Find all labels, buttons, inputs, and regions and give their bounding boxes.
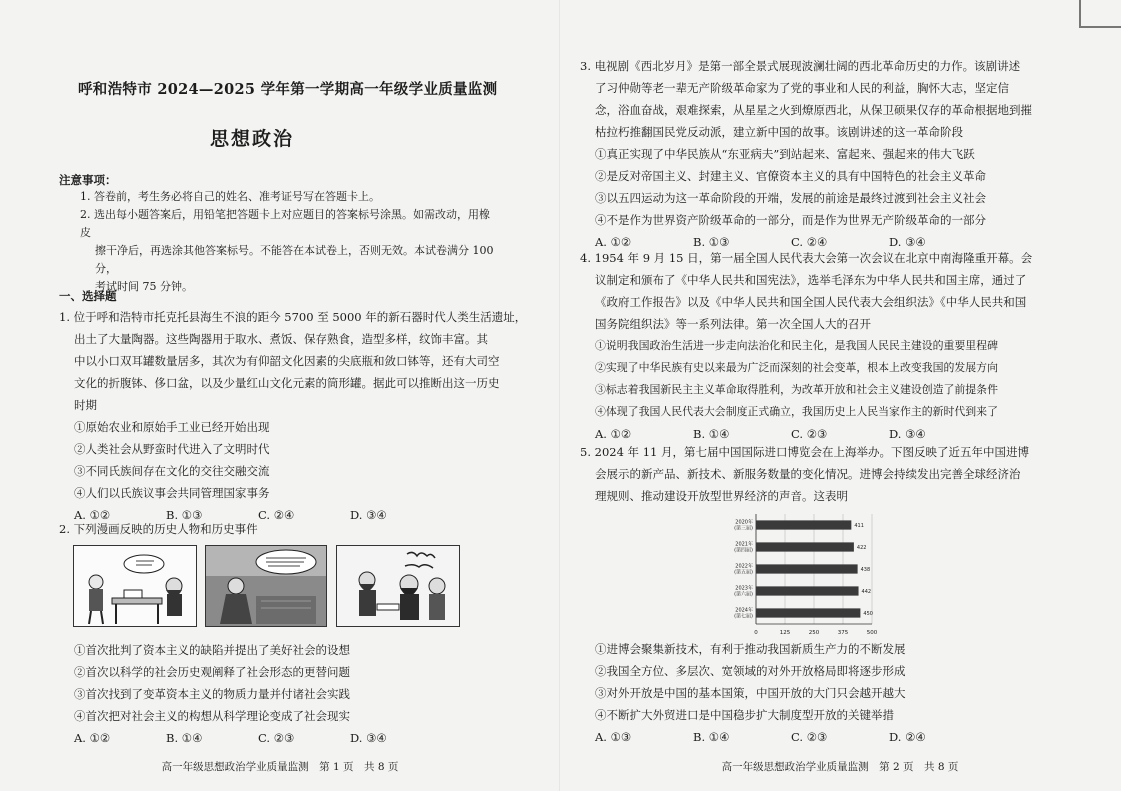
choice-b[interactable]: B. ①④ — [693, 730, 730, 744]
answer-choices — [59, 727, 529, 749]
notice-item: 1. 答卷前，考生务必将自己的姓名、准考证号写在答题卡上。 — [80, 190, 380, 203]
bar-value-label: 442 — [861, 589, 872, 595]
question-stem: 2. 下列漫画反映的历史人物和历史事件 — [59, 522, 258, 536]
question-1 — [59, 306, 529, 526]
chart-bar — [756, 608, 860, 617]
option-statement: ③首次找到了变革资本主义的物质力量并付诸社会实践 — [74, 687, 350, 701]
chart-bar — [756, 586, 859, 595]
comic-illustration — [74, 546, 196, 626]
page-footer-left: 高一年级思想政治学业质量监测 第 1 页 共 8 页 — [161, 761, 399, 773]
question-5-options — [580, 638, 1100, 748]
choice-d[interactable]: D. ②④ — [889, 730, 926, 744]
y-category-label: (第五届) — [734, 569, 753, 576]
question-line: 国务院组织法》等一系列法律。第一次全国人大的召开 — [595, 317, 871, 331]
option-statement: ③以五四运动为这一革命阶段的开端，发展的前途是最终过渡到社会主义社会 — [595, 191, 986, 205]
y-category-label: (第七届) — [734, 613, 753, 620]
choice-d[interactable]: D. ③④ — [350, 508, 387, 522]
choice-c[interactable]: C. ②③ — [791, 730, 828, 744]
question-line: 议制定和颁布了《中华人民共和国宪法》，选举毛泽东为中华人民共和国主席，通过了 — [595, 273, 1027, 287]
choice-c[interactable]: C. ②③ — [258, 731, 295, 745]
comic-panel-1 — [73, 545, 197, 627]
question-2 — [59, 518, 529, 540]
choice-d[interactable]: D. ③④ — [889, 235, 926, 249]
question-5 — [580, 441, 1100, 507]
bar-value-label: 422 — [856, 545, 867, 551]
question-line: 3. 电视剧《西北岁月》是第一部全景式展现波澜壮阔的西北革命历史的力作。该剧讲述 — [580, 59, 1021, 73]
page-left — [0, 0, 560, 791]
option-statement: ①说明我国政治生活进一步走向法治化和民主化，是我国人民民主建设的重要里程碑 — [595, 339, 998, 352]
question-line: 5. 2024 年 11 月，第七届中国国际进口博览会在上海举办。下图反映了近五年中国进博 — [580, 445, 1029, 459]
x-tick-label: 0 — [754, 630, 758, 636]
question-line: 1. 位于呼和浩特市托克托县海生不浪的距今 5700 至 5000 年的新石器时代人类生活遗址， — [59, 310, 527, 324]
chart-bar — [756, 542, 854, 551]
choice-d[interactable]: D. ③④ — [350, 731, 387, 745]
expo-bar-chart — [712, 510, 884, 638]
y-category-label: (第六届) — [734, 591, 753, 598]
question-line: 念，浴血奋战，艰难探索，从星星之火到燎原西北，从保卫硕果仅存的革命根据地到摧 — [595, 103, 1032, 117]
question-3 — [580, 55, 1100, 253]
comic-panel-2 — [205, 545, 327, 627]
option-statement: ②首次以科学的社会历史观阐释了社会形态的更替问题 — [74, 665, 350, 679]
chart-bar — [756, 564, 858, 573]
section-heading: 一、选择题 — [59, 289, 117, 303]
x-tick-label: 375 — [837, 630, 849, 636]
question-line: 理规则、推动建设开放型世界经济的声音。这表明 — [595, 489, 848, 503]
option-statement: ①原始农业和原始手工业已经开始出现 — [74, 420, 270, 434]
notice-item: 2. 选出每小题答案后，用铅笔把答题卡上对应题目的答案标号涂黑。如需改动，用橡皮 — [80, 208, 490, 239]
option-statement: ①进博会聚集新技术，有利于推动我国新质生产力的不断发展 — [595, 642, 906, 656]
choice-b[interactable]: B. ①③ — [166, 508, 203, 522]
notice-heading: 注意事项： — [59, 173, 117, 187]
comic-panel-3 — [336, 545, 460, 627]
option-statement: ③不同氏族间存在文化的交往交融交流 — [74, 464, 270, 478]
choice-c[interactable]: C. ②④ — [791, 235, 828, 249]
option-statement: ④首次把对社会主义的构想从科学理论变成了社会现实 — [74, 709, 350, 723]
exam-subject: 思想政治 — [210, 128, 295, 150]
x-tick-label: 125 — [779, 630, 791, 636]
x-tick-label: 500 — [866, 630, 878, 636]
choice-b[interactable]: B. ①④ — [166, 731, 203, 745]
option-statement: ②实现了中华民族有史以来最为广泛而深刻的社会变革，根本上改变我国的发展方向 — [595, 361, 998, 374]
choice-d[interactable]: D. ③④ — [889, 427, 926, 441]
option-statement: ④不断扩大外贸进口是中国稳步扩大制度型开放的关键举措 — [595, 708, 894, 722]
choice-a[interactable]: A. ①③ — [595, 730, 632, 744]
x-tick-label: 250 — [808, 630, 820, 636]
notice-item: 考试时间 75 分钟。 — [95, 280, 193, 293]
y-category-label: 2023年 — [735, 585, 753, 592]
option-statement: ④人们以氏族议事会共同管理国家事务 — [74, 486, 270, 500]
bar-value-label: 450 — [863, 611, 873, 617]
question-line: 时期 — [74, 398, 97, 412]
option-statement: ④不是作为世界资产阶级革命的一部分，而是作为世界无产阶级革命的一部分 — [595, 213, 986, 227]
choice-a[interactable]: A. ①② — [595, 235, 632, 249]
answer-choices — [580, 726, 1100, 748]
chart-bar — [756, 520, 851, 529]
y-category-label: 2021年 — [735, 541, 753, 548]
option-statement: ②是反对帝国主义、封建主义、官僚资本主义的具有中国特色的社会主义革命 — [595, 169, 986, 183]
option-statement: ④体现了我国人民代表大会制度正式确立，我国历史上人民当家作主的新时代到来了 — [595, 405, 998, 418]
bar-value-label: 411 — [854, 523, 864, 529]
y-category-label: 2024年 — [735, 607, 753, 614]
choice-c[interactable]: C. ②④ — [258, 508, 295, 522]
question-line: 枯拉朽推翻国民党反动派，建立新中国的故事。该剧讲述的这一革命阶段 — [595, 125, 963, 139]
question-line: 了习仲勋等老一辈无产阶级革命家为了党的事业和人民的利益，胸怀大志，坚定信 — [595, 81, 1009, 95]
comic-illustration — [206, 546, 326, 626]
choice-a[interactable]: A. ①② — [74, 731, 111, 745]
question-line: 文化的折腹钵、侈口盆，以及少量红山文化元素的筒形罐。据此可以推断出这一历史 — [74, 376, 500, 390]
y-category-label: 2022年 — [735, 563, 753, 570]
page-footer-right: 高一年级思想政治学业质量监测 第 2 页 共 8 页 — [721, 761, 959, 773]
question-line: 中以小口双耳罐数量居多，其次为有仰韶文化因素的尖底瓶和敛口钵等，还有大司空 — [74, 354, 500, 368]
choice-a[interactable]: A. ①② — [595, 427, 632, 441]
choice-b[interactable]: B. ①③ — [693, 235, 730, 249]
bar-value-label: 438 — [860, 567, 871, 573]
page-right — [560, 0, 1120, 791]
option-statement: ①首次批判了资本主义的缺陷并提出了美好社会的设想 — [74, 643, 350, 657]
option-statement: ③对外开放是中国的基本国策，中国开放的大门只会越开越大 — [595, 686, 906, 700]
option-statement: ②我国全方位、多层次、宽领域的对外开放格局即将逐步形成 — [595, 664, 906, 678]
y-category-label: (第三届) — [734, 525, 753, 532]
question-line: 4. 1954 年 9 月 15 日，第一届全国人民代表大会第一次会议在北京中南海隆重开幕。会 — [580, 251, 1033, 265]
question-line: 会展示的新产品、新技术、新服务数量的变化情况。进博会持续发出完善全球经济治 — [595, 467, 1021, 481]
option-statement: ①真正实现了中华民族从“东亚病夫”到站起来、富起来、强起来的伟大飞跃 — [595, 147, 975, 161]
choice-c[interactable]: C. ②③ — [791, 427, 828, 441]
question-line: 《政府工作报告》以及《中华人民共和国全国人民代表大会组织法》《中华人民共和国 — [595, 295, 1027, 309]
option-statement: ②人类社会从野蛮时代进入了文明时代 — [74, 442, 270, 456]
choice-a[interactable]: A. ①② — [74, 508, 111, 522]
notice-item: 擦干净后，再选涂其他答案标号。不能答在本试卷上，否则无效。本试卷满分 100 分， — [95, 244, 494, 275]
comic-illustration — [337, 546, 459, 626]
question-2-options — [59, 639, 529, 749]
notice-list — [80, 188, 500, 296]
y-category-label: (第四届) — [734, 547, 753, 554]
y-category-label: 2020年 — [735, 519, 753, 526]
question-4 — [580, 247, 1100, 445]
question-line: 出土了大量陶器。这些陶器用于取水、煮饭、保存熟食，造型多样，纹饰丰富。其 — [74, 332, 488, 346]
option-statement: ③标志着我国新民主主义革命取得胜利，为改革开放和社会主义建设创造了前提条件 — [595, 383, 998, 396]
choice-b[interactable]: B. ①④ — [693, 427, 730, 441]
exam-title: 呼和浩特市 2024—2025 学年第一学期高一年级学业质量监测 — [78, 81, 498, 98]
